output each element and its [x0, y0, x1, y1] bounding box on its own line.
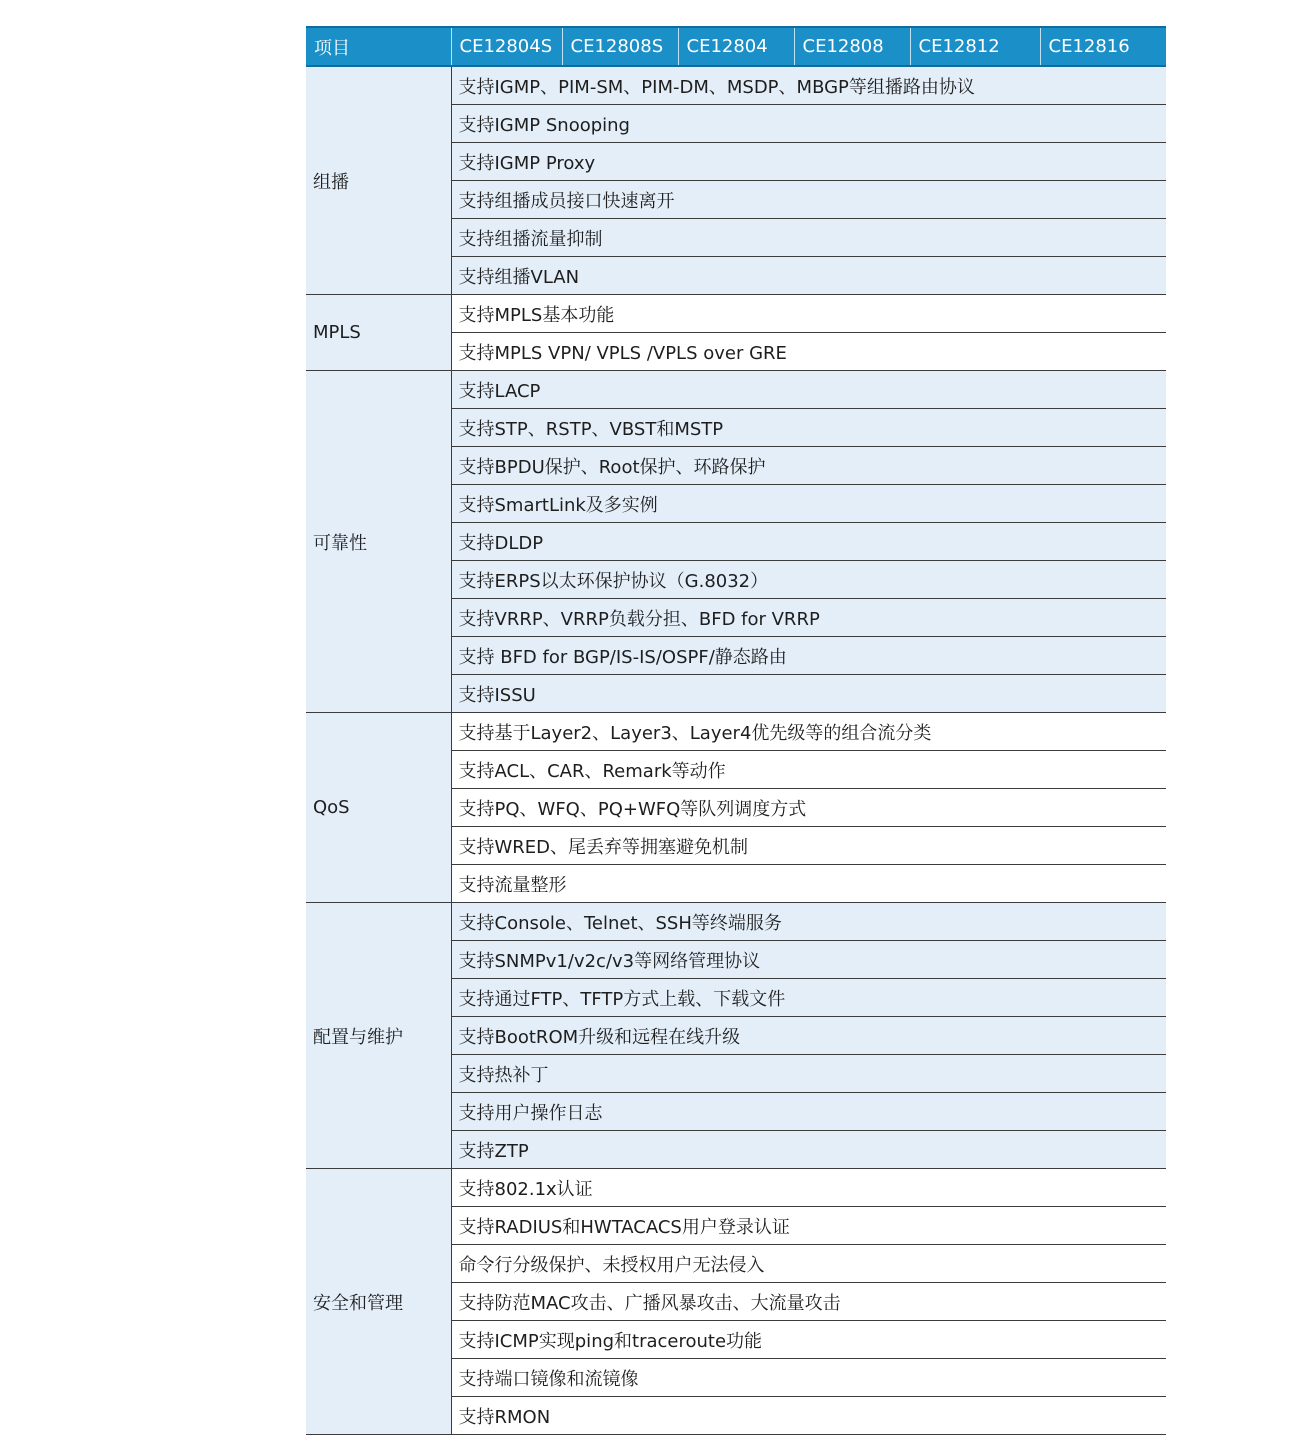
feature-cell: 支持 BFD for BGP/IS-IS/OSPF/静态路由 — [451, 637, 1166, 675]
feature-cell: 支持ZTP — [451, 1131, 1166, 1169]
feature-cell: 支持SNMPv1/v2c/v3等网络管理协议 — [451, 941, 1166, 979]
header-model-ce12804s: CE12804S — [451, 27, 562, 66]
table-row — [306, 66, 1166, 105]
header-model-ce12808: CE12808 — [794, 27, 910, 66]
feature-cell: 支持热补丁 — [451, 1055, 1166, 1093]
category-cell: QoS — [306, 713, 451, 903]
header-model-ce12808s: CE12808S — [562, 27, 678, 66]
feature-cell: 支持组播流量抑制 — [451, 219, 1166, 257]
feature-cell: 支持基于Layer2、Layer3、Layer4优先级等的组合流分类 — [451, 713, 1166, 751]
header-model-ce12812: CE12812 — [910, 27, 1040, 66]
table-row — [306, 1169, 1166, 1207]
feature-cell: 支持SmartLink及多实例 — [451, 485, 1166, 523]
feature-cell: 支持VRRP、VRRP负载分担、BFD for VRRP — [451, 599, 1166, 637]
header-row — [306, 27, 1166, 66]
feature-cell: 支持MPLS基本功能 — [451, 295, 1166, 333]
feature-cell: 支持ISSU — [451, 675, 1166, 713]
feature-cell: 支持RMON — [451, 1397, 1166, 1435]
feature-cell: 支持STP、RSTP、VBST和MSTP — [451, 409, 1166, 447]
feature-cell: 支持用户操作日志 — [451, 1093, 1166, 1131]
feature-cell: 命令行分级保护、未授权用户无法侵入 — [451, 1245, 1166, 1283]
feature-cell: 支持ICMP实现ping和traceroute功能 — [451, 1321, 1166, 1359]
feature-cell: 支持DLDP — [451, 523, 1166, 561]
feature-cell: 支持BPDU保护、Root保护、环路保护 — [451, 447, 1166, 485]
header-item: 项目 — [306, 27, 451, 66]
category-cell: 组播 — [306, 66, 451, 295]
table-row — [306, 371, 1166, 409]
header-model-ce12816: CE12816 — [1040, 27, 1166, 66]
feature-cell: 支持MPLS VPN/ VPLS /VPLS over GRE — [451, 333, 1166, 371]
category-cell: 安全和管理 — [306, 1169, 451, 1435]
feature-cell: 支持Console、Telnet、SSH等终端服务 — [451, 903, 1166, 941]
category-cell: MPLS — [306, 295, 451, 371]
category-cell: 可靠性 — [306, 371, 451, 713]
table-row — [306, 903, 1166, 941]
feature-cell: 支持WRED、尾丢弃等拥塞避免机制 — [451, 827, 1166, 865]
spec-body — [306, 66, 1166, 1435]
feature-cell: 支持流量整形 — [451, 865, 1166, 903]
feature-cell: 支持组播VLAN — [451, 257, 1166, 295]
spec-table — [306, 26, 1166, 1435]
feature-cell: 支持BootROM升级和远程在线升级 — [451, 1017, 1166, 1055]
feature-cell: 支持PQ、WFQ、PQ+WFQ等队列调度方式 — [451, 789, 1166, 827]
feature-cell: 支持IGMP、PIM-SM、PIM-DM、MSDP、MBGP等组播路由协议 — [451, 66, 1166, 105]
feature-cell: 支持ERPS以太环保护协议（G.8032） — [451, 561, 1166, 599]
feature-cell: 支持LACP — [451, 371, 1166, 409]
feature-cell: 支持802.1x认证 — [451, 1169, 1166, 1207]
header-model-ce12804: CE12804 — [678, 27, 794, 66]
table-row — [306, 295, 1166, 333]
feature-cell: 支持端口镜像和流镜像 — [451, 1359, 1166, 1397]
feature-cell: 支持IGMP Snooping — [451, 105, 1166, 143]
feature-cell: 支持ACL、CAR、Remark等动作 — [451, 751, 1166, 789]
table-row — [306, 713, 1166, 751]
feature-cell: 支持通过FTP、TFTP方式上载、下载文件 — [451, 979, 1166, 1017]
category-cell: 配置与维护 — [306, 903, 451, 1169]
feature-cell: 支持IGMP Proxy — [451, 143, 1166, 181]
feature-cell: 支持RADIUS和HWTACACS用户登录认证 — [451, 1207, 1166, 1245]
feature-cell: 支持防范MAC攻击、广播风暴攻击、大流量攻击 — [451, 1283, 1166, 1321]
feature-cell: 支持组播成员接口快速离开 — [451, 181, 1166, 219]
